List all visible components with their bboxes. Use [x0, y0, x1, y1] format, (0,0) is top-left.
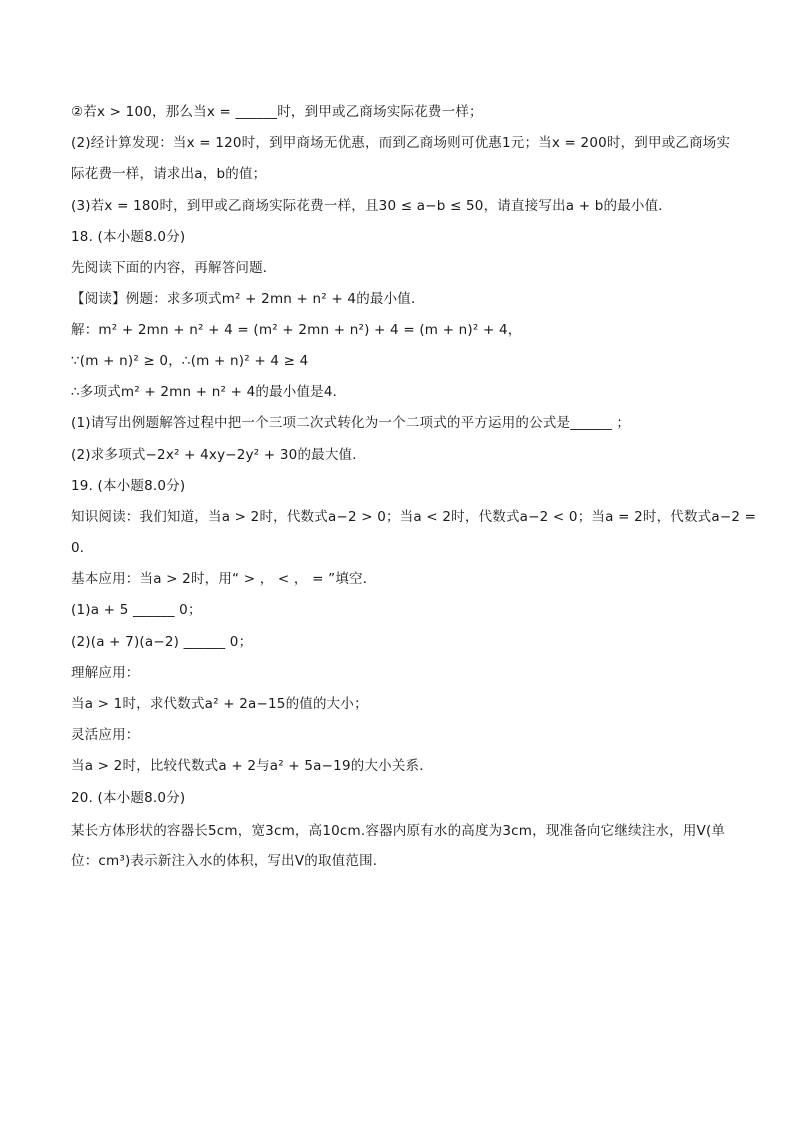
question-19-reading-line-1: 知识阅读：我们知道，当a > 2时，代数式a−2 > 0；当a < 2时，代数式a−2 < 0；当a = 2时，代数式a−2 = — [71, 509, 757, 525]
question-19-reading-line-2: 0． — [71, 540, 94, 556]
question-19-header: 19. (本小题8.0分) — [71, 478, 186, 494]
question-18-intro: 先阅读下面的内容，再解答问题． — [71, 260, 277, 276]
question-19-flexible-heading: 灵活应用： — [71, 727, 140, 743]
question-18-solution-line-2: ∵(m + n)² ≥ 0，∴(m + n)² + 4 ≥ 4 — [71, 353, 309, 369]
question-17-part-2-line-2: 际花费一样，请求出a，b的值； — [71, 166, 267, 182]
question-17-part-2-line-1: (2)经计算发现：当x = 120时，到甲商场无优惠，而到乙商场则可优惠1元；当x = 200时，到甲或乙商场实 — [71, 135, 731, 151]
question-18-header: 18. (本小题8.0分) — [71, 229, 186, 245]
question-17-part-1-2: ②若x > 100，那么当x = ______时，到甲或乙商场实际花费一样； — [71, 104, 483, 120]
question-18-example: 【阅读】例题：求多项式m² + 2mn + n² + 4的最小值． — [71, 291, 425, 307]
question-19-understanding-text: 当a > 1时，求代数式a² + 2a−15的值的大小； — [71, 696, 368, 712]
question-20-text-line-2: 位：cm³)表示新注入水的体积，写出V的取值范围． — [71, 853, 387, 869]
question-19-basic-application: 基本应用：当a > 2时，用“ > ， < ， = ”填空． — [71, 571, 377, 587]
question-17-part-3: (3)若x = 180时，到甲或乙商场实际花费一样，且30 ≤ a−b ≤ 50，请直接写出a + b的最小值． — [71, 198, 673, 214]
question-19-flexible-text: 当a > 2时，比较代数式a + 2与a² + 5a−19的大小关系． — [71, 758, 433, 774]
question-20-text-line-1: 某长方体形状的容器长5cm，宽3cm，高10cm.容器内原有水的高度为3cm，现准备向它继续注水，用V(单 — [71, 823, 726, 839]
question-18-part-1: (1)请写出例题解答过程中把一个三项二次式转化为一个二项式的平方运用的公式是______ ； — [71, 415, 631, 431]
question-18-solution-line-1: 解：m² + 2mn + n² + 4 = (m² + 2mn + n²) + 4 = (m + n)² + 4， — [71, 322, 522, 338]
question-19-understanding-heading: 理解应用： — [71, 665, 140, 681]
question-18-part-2: (2)求多项式−2x² + 4xy−2y² + 30的最大值． — [71, 447, 366, 463]
question-19-part-1: (1)a + 5 ______ 0； — [71, 602, 202, 618]
question-18-solution-line-3: ∴多项式m² + 2mn + n² + 4的最小值是4． — [71, 384, 347, 400]
question-19-part-2: (2)(a + 7)(a−2) ______ 0； — [71, 634, 253, 650]
question-20-header: 20. (本小题8.0分) — [71, 790, 186, 806]
